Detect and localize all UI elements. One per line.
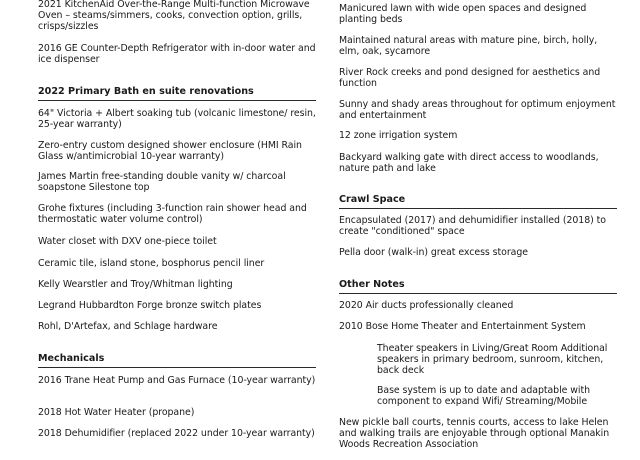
list-item: Rohl, D'Artefax, and Schlage hardware <box>38 321 218 332</box>
list-item: 2018 Dehumidifier (replaced 2022 under 10-year warranty) <box>38 428 315 439</box>
list-item: 2021 KitchenAid Over-the-Range Multi-function Microwave Oven – steams/simmers, cooks, convection option, grills, crisps/sizzles <box>38 0 310 32</box>
list-item: Water closet with DXV one-piece toilet <box>38 236 217 247</box>
sub-list-item: Theater speakers in Living/Great Room Additional speakers in primary bedroom, sunroom, kitchen, back deck <box>377 343 608 376</box>
list-item: Encapsulated (2017) and dehumidifier installed (2018) to create "conditioned" space <box>339 215 606 237</box>
list-item: Manicured lawn with wide open spaces and designed planting beds <box>339 3 587 25</box>
section-heading-bath: 2022 Primary Bath en suite renovations <box>38 86 316 101</box>
list-item: 2016 GE Counter-Depth Refrigerator with in-door water and ice dispenser <box>38 43 316 65</box>
list-item: New pickle ball courts, tennis courts, access to lake Helen and walking trails are enjoyable through optional Manakin Woods Recreation Association <box>339 417 610 450</box>
list-item: 64" Victoria + Albert soaking tub (volcanic limestone/ resin, 25-year warranty) <box>38 108 316 130</box>
list-item: James Martin free-standing double vanity w/ charcoal soapstone Silestone top <box>38 171 286 193</box>
list-item: Sunny and shady areas throughout for optimum enjoyment and entertainment <box>339 99 616 121</box>
section-heading-mechanicals: Mechanicals <box>38 353 316 368</box>
list-item: Kelly Wearstler and Troy/Whitman lighting <box>38 279 233 290</box>
list-item: Grohe fixtures (including 3-function rain shower head and thermostatic water volume control) <box>38 203 307 225</box>
list-item: Ceramic tile, island stone, bosphorus pencil liner <box>38 258 265 269</box>
list-item: Legrand Hubbardton Forge bronze switch plates <box>38 300 262 311</box>
sub-list-item: Base system is up to date and adaptable with component to expand Wifi/ Streaming/Mobile <box>377 385 590 407</box>
list-item: Pella door (walk-in) great excess storage <box>339 247 528 258</box>
list-item: 2018 Hot Water Heater (propane) <box>38 407 195 418</box>
list-item: 12 zone irrigation system <box>339 130 458 141</box>
list-item: Backyard walking gate with direct access to woodlands, nature path and lake <box>339 152 599 174</box>
list-item: River Rock creeks and pond designed for aesthetics and function <box>339 67 601 89</box>
list-item: 2010 Bose Home Theater and Entertainment System <box>339 321 586 332</box>
list-item: 2016 Trane Heat Pump and Gas Furnace (10-year warranty) <box>38 375 316 386</box>
section-heading-other-notes: Other Notes <box>339 279 617 294</box>
list-item: Zero-entry custom designed shower enclosure (HMI Rain Glass w/antimicrobial 10-year warranty) <box>38 140 302 162</box>
section-heading-crawl-space: Crawl Space <box>339 194 617 209</box>
list-item: 2020 Air ducts professionally cleaned <box>339 300 514 311</box>
list-item: Maintained natural areas with mature pine, birch, holly, elm, oak, sycamore <box>339 35 598 57</box>
